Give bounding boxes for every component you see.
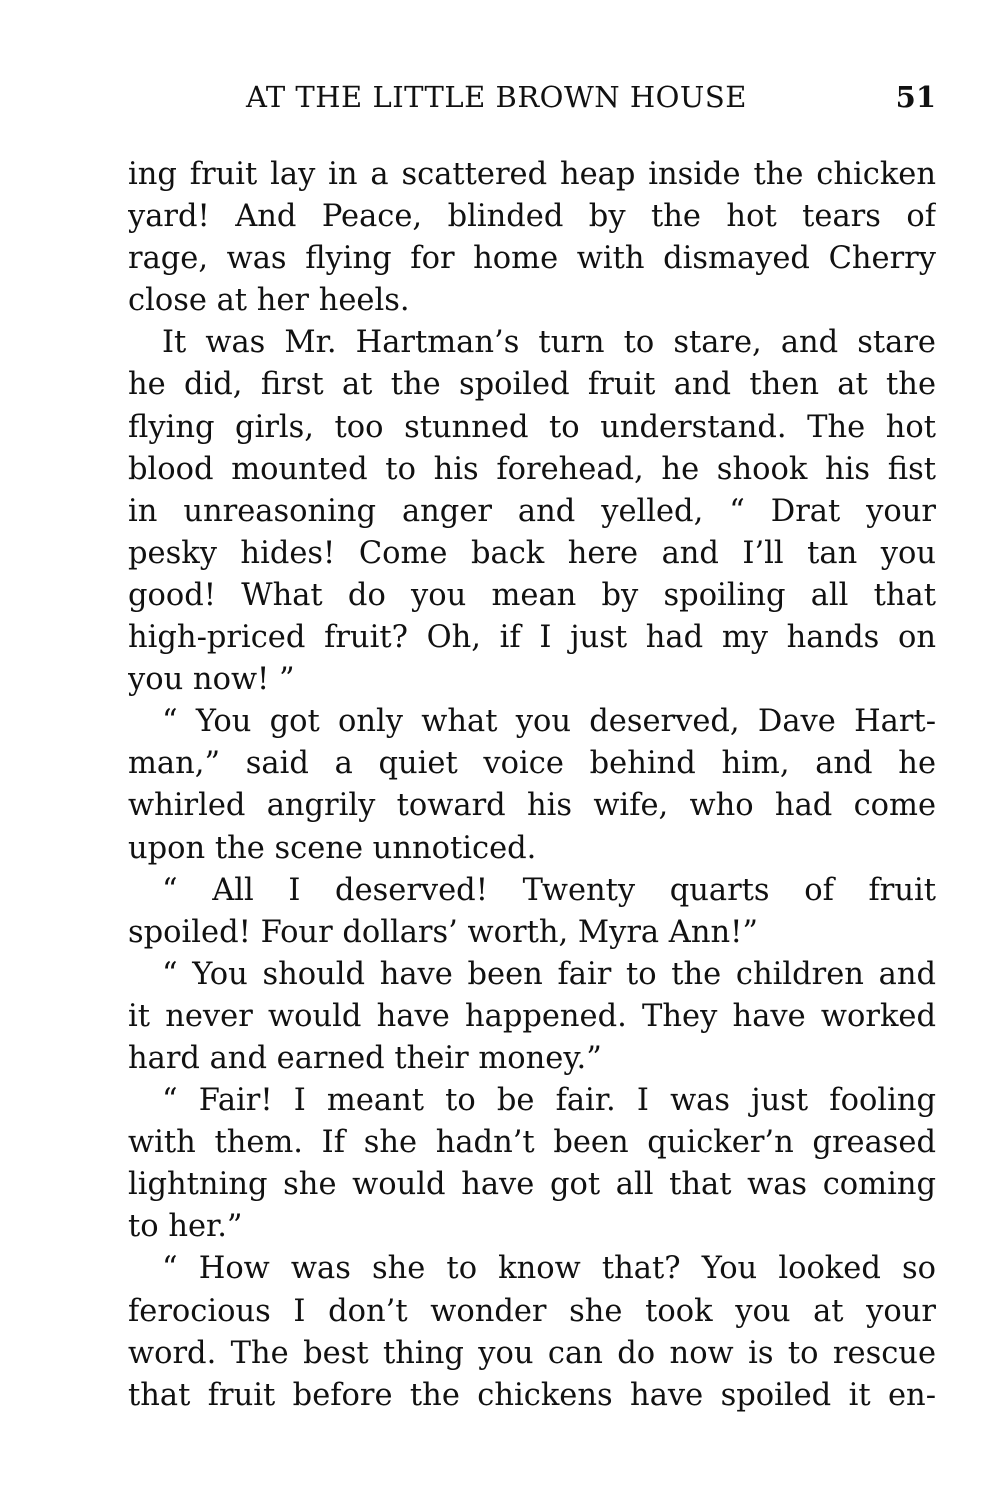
text-line: high-priced fruit? Oh, if I just had my hands on [128, 620, 936, 656]
text-line: hard and earned their money.” [128, 1040, 602, 1076]
text-line: spoiled! Four dollars’ worth, Myra Ann!” [128, 914, 758, 950]
running-title: AT THE LITTLE BROWN HOUSE [246, 80, 747, 114]
text-line: upon the scene unnoticed. [128, 830, 537, 866]
text-line: it never would have happened. They have worked [128, 998, 936, 1034]
text-line: “ All I deserved! Twenty quarts of fruit [162, 872, 936, 908]
text-line: “ Fair! I meant to be fair. I was just fooling [162, 1083, 936, 1119]
text-line: flying girls, too stunned to understand. The hot [128, 409, 936, 445]
text-line: that fruit before the chickens have spoiled it en- [128, 1377, 936, 1413]
text-line: close at her heels. [128, 283, 410, 319]
text-line: “ How was she to know that? You looked so [162, 1251, 936, 1287]
text-line: “ You should have been fair to the children and [162, 956, 936, 992]
text-line: “ You got only what you deserved, Dave Hart- [162, 704, 936, 740]
text-line: with them. If she hadn’t been quicker’n greased [128, 1125, 936, 1161]
page-number: 51 [895, 80, 936, 114]
text-line: blood mounted to his forehead, he shook his fist [128, 451, 936, 487]
text-line: yard! And Peace, blinded by the hot tears of [128, 199, 936, 235]
text-line: word. The best thing you can do now is to rescue [128, 1335, 936, 1371]
text-line: lightning she would have got all that was coming [128, 1167, 936, 1203]
text-line: pesky hides! Come back here and I’ll tan you [128, 535, 936, 571]
body-text [128, 154, 936, 1417]
text-line: good! What do you mean by spoiling all that [128, 577, 936, 613]
text-line: whirled angrily toward his wife, who had come [128, 788, 936, 824]
text-line: in unreasoning anger and yelled, “ Drat your [128, 493, 936, 529]
text-line: you now! ” [128, 662, 295, 698]
text-line: man,” said a quiet voice behind him, and he [128, 746, 936, 782]
running-head [128, 78, 936, 122]
text-line: ferocious I don’t wonder she took you at your [128, 1293, 936, 1329]
text-line: rage, was flying for home with dismayed Cherry [128, 241, 936, 277]
text-line: he did, first at the spoiled fruit and then at the [128, 367, 936, 403]
text-line: to her.” [128, 1209, 243, 1245]
text-line: It was Mr. Hartman’s turn to stare, and stare [162, 325, 936, 361]
text-line: ing fruit lay in a scattered heap inside the chicken [128, 157, 936, 192]
